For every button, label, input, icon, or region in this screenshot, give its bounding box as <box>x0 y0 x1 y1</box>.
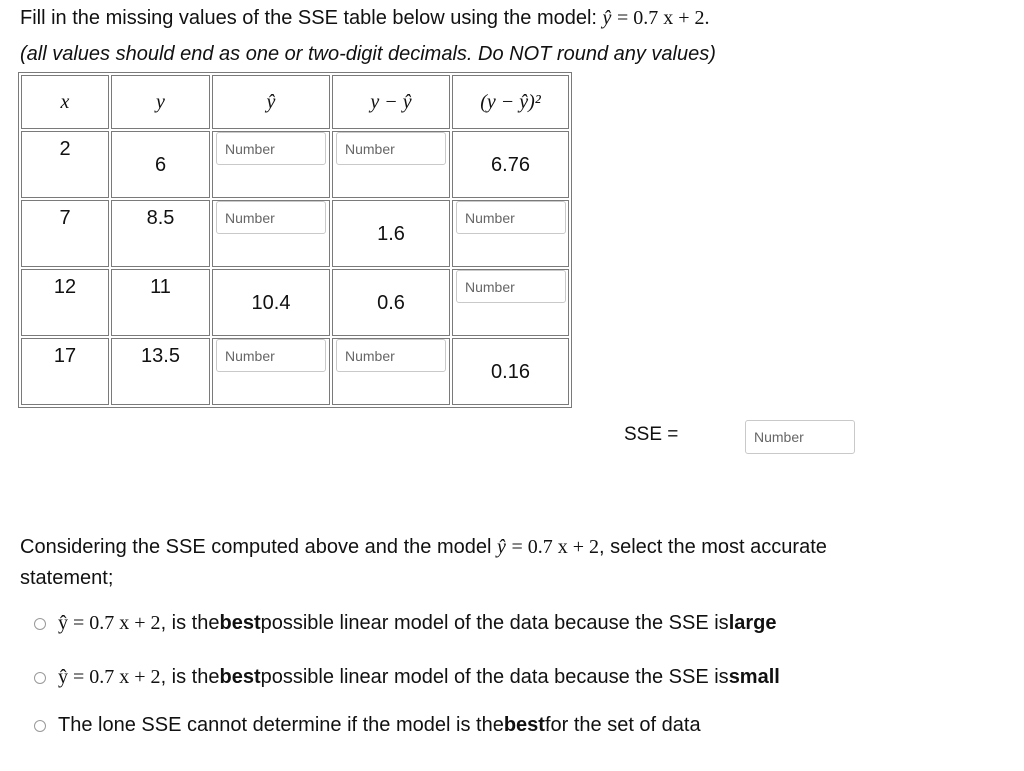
cell-squared-residual <box>452 269 569 336</box>
instruction-text: Fill in the missing values of the SSE table below using the model: <box>20 7 597 29</box>
option-model: ŷ = 0.7 x + 2 <box>58 666 161 688</box>
question-text: Considering the SSE computed above and the model ŷ = 0.7 x + 2, select the most accurate statement; <box>20 536 827 589</box>
yhat-input[interactable] <box>216 132 326 165</box>
table-row <box>21 131 569 198</box>
model-yhat: ŷ <box>602 7 612 29</box>
cell-residual: 1.6 <box>332 200 450 267</box>
table-row <box>21 200 569 267</box>
option-small[interactable]: ŷ = 0.7 x + 2 , is the best possible linear model of the data because the SSE is small <box>34 666 780 689</box>
residual-input[interactable] <box>336 339 446 372</box>
option-model: ŷ = 0.7 x + 2 <box>58 612 161 634</box>
table-row <box>21 338 569 405</box>
cell-yhat <box>212 200 330 267</box>
header-residual: y − ŷ <box>332 75 450 129</box>
cell-y: 8.5 <box>111 200 210 267</box>
radio-button[interactable] <box>34 618 46 630</box>
instruction-line-1 <box>20 6 710 30</box>
cell-y: 13.5 <box>111 338 210 405</box>
yhat-input[interactable] <box>216 339 326 372</box>
cell-x: 12 <box>21 269 109 336</box>
radio-button[interactable] <box>34 720 46 732</box>
squared-residual-input[interactable] <box>456 270 566 303</box>
instruction-line-2: (all values should end as one or two-digit decimals. Do NOT round any values) <box>20 43 716 65</box>
cell-residual <box>332 131 450 198</box>
option-large[interactable]: ŷ = 0.7 x + 2 , is the best possible linear model of the data because the SSE is large <box>34 612 777 635</box>
question-yhat: ŷ <box>496 536 506 558</box>
sse-table <box>18 72 572 408</box>
sse-input[interactable] <box>745 420 855 454</box>
cell-yhat: 10.4 <box>212 269 330 336</box>
table-row <box>21 269 569 336</box>
cell-y: 6 <box>111 131 210 198</box>
cell-squared-residual: 6.76 <box>452 131 569 198</box>
yhat-input[interactable] <box>216 201 326 234</box>
radio-button[interactable] <box>34 672 46 684</box>
cell-residual <box>332 338 450 405</box>
header-x: x <box>21 75 109 129</box>
cell-y: 11 <box>111 269 210 336</box>
cell-x: 17 <box>21 338 109 405</box>
residual-input[interactable] <box>336 132 446 165</box>
squared-residual-input[interactable] <box>456 201 566 234</box>
table-header-row <box>21 75 569 129</box>
model-equation: = 0.7 x + 2. <box>617 7 710 29</box>
cell-residual: 0.6 <box>332 269 450 336</box>
cell-x: 2 <box>21 131 109 198</box>
header-squared-residual: (y − ŷ)² <box>452 75 569 129</box>
cell-squared-residual <box>452 200 569 267</box>
question-model: = 0.7 x + 2 <box>511 536 599 558</box>
header-y: y <box>111 75 210 129</box>
header-yhat: ŷ <box>212 75 330 129</box>
cell-yhat <box>212 131 330 198</box>
sse-label: SSE = <box>624 424 679 445</box>
option-cannot-determine[interactable]: The lone SSE cannot determine if the model is the best for the set of data <box>34 714 701 737</box>
cell-squared-residual: 0.16 <box>452 338 569 405</box>
cell-yhat <box>212 338 330 405</box>
cell-x: 7 <box>21 200 109 267</box>
